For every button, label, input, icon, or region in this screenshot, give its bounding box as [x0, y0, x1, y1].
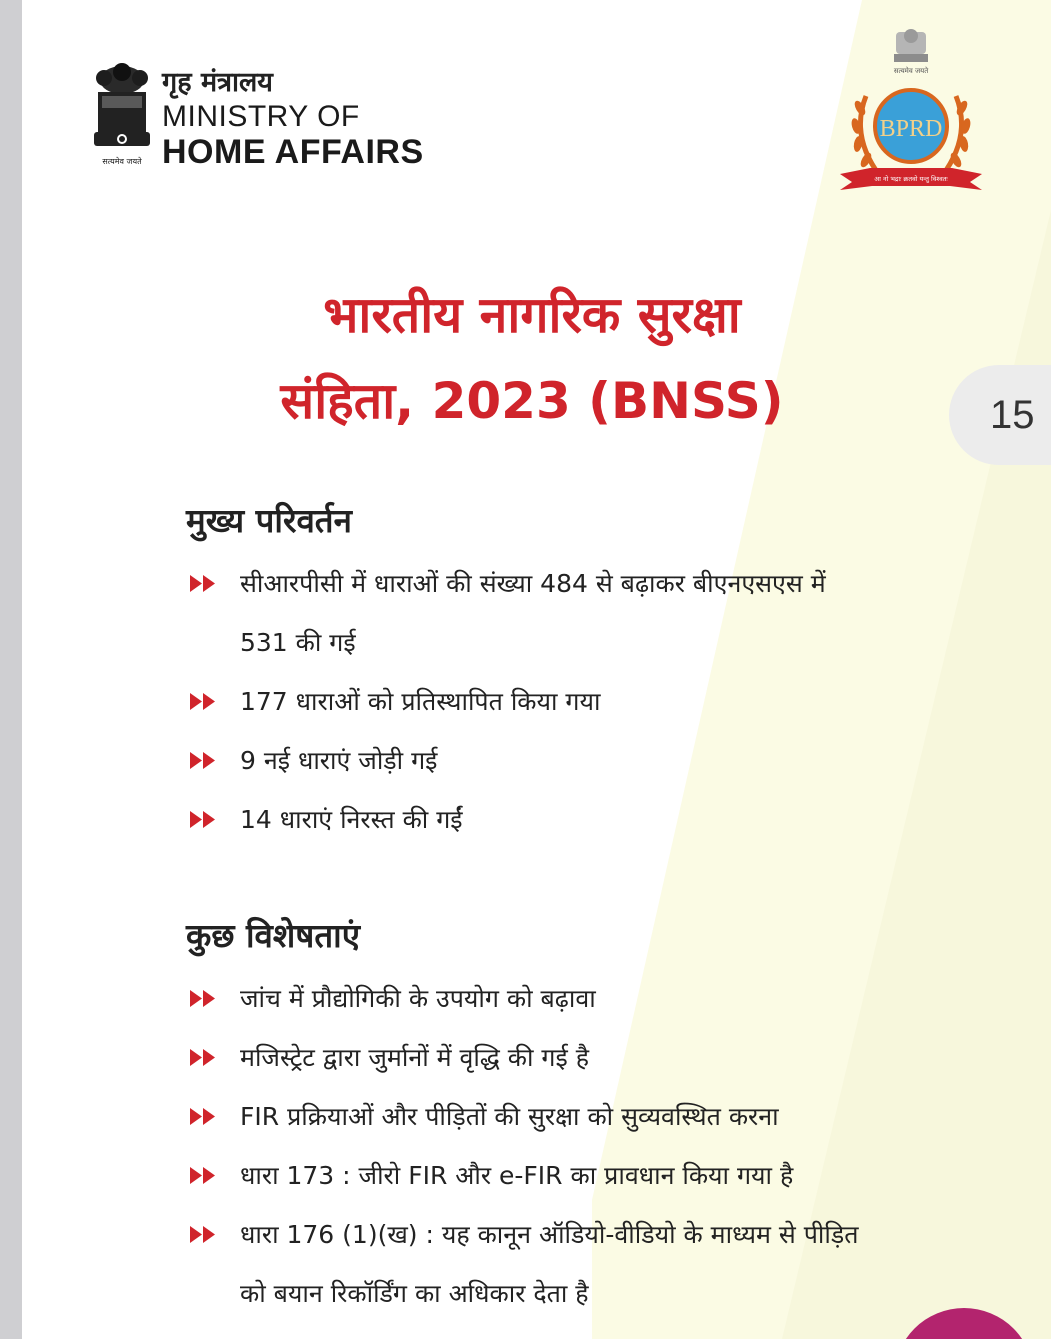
title-line2: संहिता, 2023 (BNSS)	[280, 372, 784, 430]
page-title	[202, 272, 862, 444]
title-line1: भारतीय नागरिक सुरक्षा	[323, 286, 741, 344]
main-changes-list	[190, 554, 870, 849]
bprd-ribbon-text: आ नो भद्राः क्रतवो यन्तु विश्वतः	[874, 175, 948, 183]
list-item-text: सीआरपीसी में धाराओं की संख्या 484 से बढ़ाकर बीएनएसएस में 531 की गई	[240, 569, 826, 657]
double-arrow-icon	[190, 1226, 216, 1243]
section-heading-main-changes: मुख्य परिवर्तन	[186, 501, 352, 540]
list-item	[190, 731, 870, 790]
list-item	[190, 1087, 870, 1146]
ministry-name-line2: HOME AFFAIRS	[162, 133, 424, 171]
document-page	[22, 0, 1051, 1339]
double-arrow-icon	[190, 752, 216, 769]
page-number-tab: 15	[949, 365, 1051, 465]
decorative-circle	[894, 1298, 1024, 1339]
list-item-text: 14 धाराएं निरस्त की गईं	[240, 805, 463, 834]
list-item	[190, 790, 870, 849]
ministry-name-line1: MINISTRY OF	[162, 100, 360, 133]
double-arrow-icon	[190, 1167, 216, 1184]
section-heading-features: कुछ विशेषताएं	[186, 916, 360, 955]
list-item-text: 9 नई धाराएं जोड़ी गई	[240, 746, 438, 775]
list-item	[190, 1146, 870, 1205]
emblem-motto: सत्यमेव जयते	[102, 157, 142, 166]
features-list	[190, 969, 870, 1323]
list-item-text: मजिस्ट्रेट द्वारा जुर्मानों में वृद्धि की गई है	[240, 1043, 590, 1072]
double-arrow-icon	[190, 575, 216, 592]
bprd-badge-text: BPRD	[879, 116, 943, 142]
list-item	[190, 554, 870, 672]
double-arrow-icon	[190, 1049, 216, 1066]
list-item	[190, 1205, 870, 1323]
double-arrow-icon	[190, 811, 216, 828]
double-arrow-icon	[190, 1108, 216, 1125]
list-item	[190, 969, 870, 1028]
list-item-text: जांच में प्रौद्योगिकी के उपयोग को बढ़ावा	[240, 984, 596, 1013]
double-arrow-icon	[190, 990, 216, 1007]
bprd-logo-icon	[830, 26, 992, 198]
list-item-text: धारा 173 : जीरो FIR और e-FIR का प्रावधान किया गया है	[240, 1161, 794, 1190]
list-item-text: 177 धाराओं को प्रतिस्थापित किया गया	[240, 687, 601, 716]
list-item-text: धारा 176 (1)(ख) : यह कानून ऑडियो-वीडियो के माध्यम से पीड़ित को बयान रिकॉर्डिंग का अधिकार देता है	[240, 1220, 859, 1308]
bprd-top-motto: सत्यमेव जयते	[893, 67, 929, 75]
list-item-text: FIR प्रक्रियाओं और पीड़ितों की सुरक्षा को सुव्यवस्थित करना	[240, 1102, 779, 1131]
list-item	[190, 1028, 870, 1087]
ministry-name-hindi: गृह मंत्रालय	[162, 67, 273, 98]
list-item	[190, 672, 870, 731]
double-arrow-icon	[190, 693, 216, 710]
national-emblem-icon	[90, 62, 154, 170]
